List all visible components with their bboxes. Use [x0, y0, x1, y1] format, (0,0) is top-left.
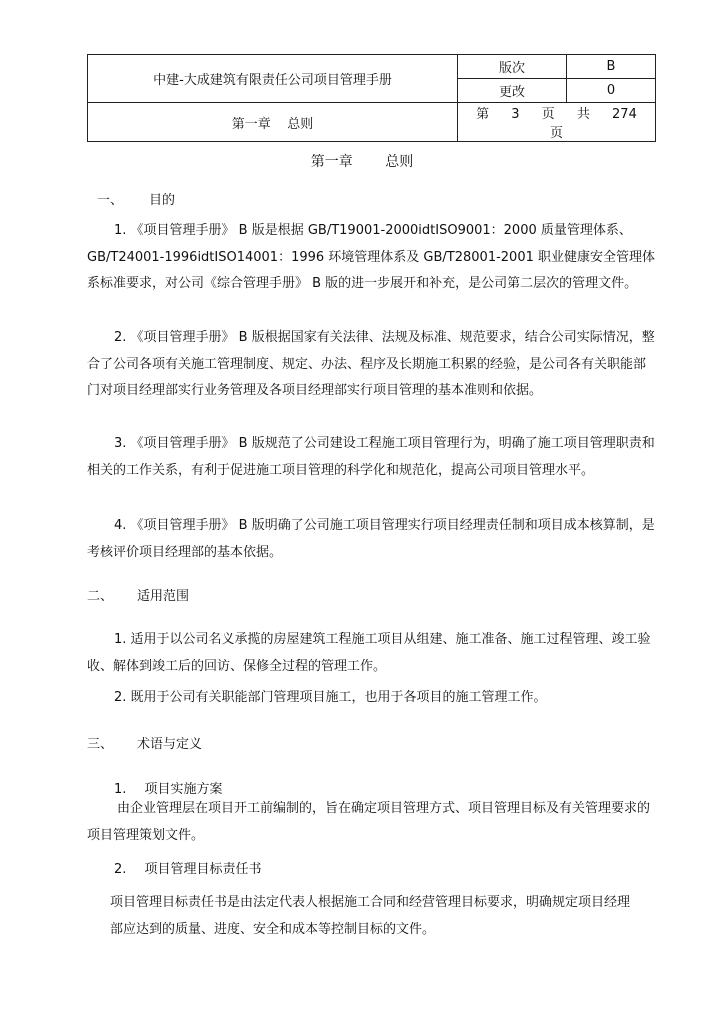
chapter-title: [0, 151, 724, 171]
purpose-paragraph-3: 3. 《项目管理手册》 B 版规范了公司建设工程施工项目管理行为，明确了施工项目管理职责和相关的工作关系，有利于促进施工项目管理的科学化和规范化，提高公司项目管理水平。: [87, 436, 655, 478]
term-number: 1.: [114, 782, 127, 797]
section-title: 目的: [149, 193, 176, 208]
header-chapter: 第一章 总则: [88, 103, 458, 142]
term-definition-1: 由企业管理层在项目开工前编制的，旨在确定项目管理方式、项目管理目标及有关管理要求的项目管理策划文件。: [87, 801, 651, 843]
purpose-paragraph-1: 1. 《项目管理手册》 B 版是根据 GB/T19001-2000idtISO9001：2000 质量管理体系、GB/T24001-1996idtISO14001：1996 环境管理体系及 GB/T28001-2001 职业健康安全管理体系标准要求，对公司《综合管理手册》 B 版的进一步展开和补充，是公司第二层次的管理文件。: [87, 223, 656, 291]
chapter-title-name: 总则: [385, 154, 414, 170]
total-prefix: 共: [576, 107, 590, 122]
page-info: [458, 103, 656, 142]
term-definition-2: 项目管理目标责任书是由法定代表人根据施工合同和经营管理目标要求，明确规定项目经理部应达到的质量、进度、安全和成本等控制目标的文件。: [110, 895, 631, 937]
term-title: 项目实施方案: [144, 782, 223, 797]
term-heading-1: [114, 778, 223, 797]
total-pages: 274: [612, 107, 637, 122]
document-header-table: [87, 54, 656, 142]
version-value: B: [567, 55, 656, 79]
section-title: 适用范围: [137, 589, 190, 604]
term-title: 项目管理目标责任书: [144, 862, 262, 877]
page-prefix: 第: [476, 107, 490, 122]
section-number: 三、: [87, 737, 114, 752]
chapter-title-number: 第一章: [310, 154, 353, 170]
section-number: 二、: [87, 589, 114, 604]
purpose-paragraph-4: 4. 《项目管理手册》 B 版明确了公司施工项目管理实行项目经理责任制和项目成本核算制，是考核评价项目经理部的基本依据。: [87, 518, 655, 560]
term-number: 2.: [114, 862, 127, 877]
page-mid: 页: [541, 107, 555, 122]
company-manual-title: 中建-大成建筑有限责任公司项目管理手册: [88, 55, 458, 103]
page-number: 3: [511, 107, 520, 122]
purpose-paragraph-2: 2. 《项目管理手册》 B 版根据国家有关法律、法规及标准、规范要求，结合公司实际情况，整合了公司各项有关施工管理制度、规定、办法、程序及长期施工积累的经验，是公司各有关职能部门对项目经理部实行业务管理及各项目经理部实行项目管理的基本准则和依据。: [87, 330, 655, 398]
version-label: 版次: [458, 55, 567, 79]
scope-paragraph-2: 2. 既用于公司有关职能部门管理项目施工，也用于各项目的施工管理工作。: [114, 690, 547, 705]
total-suffix: 页: [549, 126, 563, 141]
revision-label: 更改: [458, 79, 567, 103]
term-heading-2: [114, 858, 262, 877]
section-title: 术语与定义: [137, 737, 203, 752]
revision-value: 0: [567, 79, 656, 103]
section-number: 一、: [97, 193, 124, 208]
scope-paragraph-1: 1. 适用于以公司名义承揽的房屋建筑工程施工项目从组建、施工准备、施工过程管理、竣工验收、解体到竣工后的回访、保修全过程的管理工作。: [87, 632, 651, 674]
